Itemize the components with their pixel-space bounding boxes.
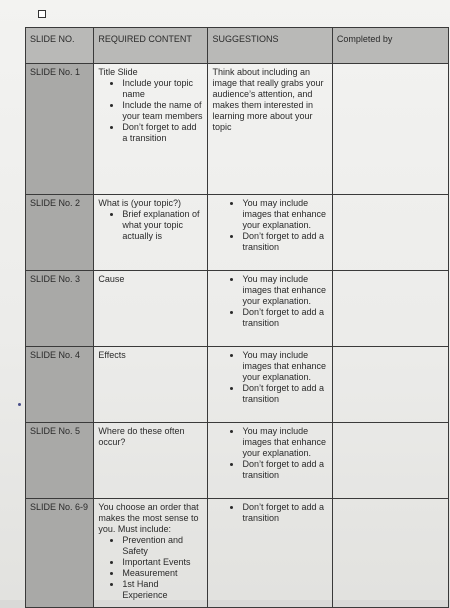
list-item: • You may include images that enhance your explanation. (242, 350, 327, 383)
required-content-text: What is (your topic?) (98, 198, 181, 208)
table-row (26, 195, 449, 271)
list-item: • Important Events (122, 557, 203, 568)
completed-by-cell[interactable] (332, 423, 448, 499)
list-item: • Brief explanation of what your topic actually is (122, 209, 203, 242)
list-item: • Prevention and Safety (122, 535, 203, 557)
suggestion-list (212, 426, 327, 481)
required-content-cell (94, 347, 208, 423)
suggestions-cell (208, 64, 332, 195)
required-content-cell (94, 64, 208, 195)
list-item: • Include your topic name (122, 78, 203, 100)
slide-number-cell: SLIDE No. 1 (26, 64, 94, 195)
required-content-text: You choose an order that makes the most sense to you. Must include: (98, 502, 199, 534)
table-row (26, 64, 449, 195)
slide-number-cell: SLIDE No. 5 (26, 423, 94, 499)
required-content-text: Cause (98, 274, 125, 284)
required-content-text: Title Slide (98, 67, 138, 77)
list-item: • Include the name of your team members (122, 100, 203, 122)
table-row (26, 499, 449, 608)
required-content-cell (94, 499, 208, 608)
list-item: • Don’t forget to add a transition (122, 122, 203, 144)
list-item: • Don’t forget to add a transition (242, 383, 327, 405)
suggestion-list (212, 274, 327, 329)
header-completed-by: Completed by (332, 28, 448, 64)
slide-number-cell: SLIDE No. 3 (26, 271, 94, 347)
required-content-list (98, 209, 203, 242)
slide-plan-table (25, 27, 449, 608)
completed-by-cell[interactable] (332, 347, 448, 423)
completed-by-cell[interactable] (332, 271, 448, 347)
list-item: • Don’t forget to add a transition (242, 231, 327, 253)
list-item: • Don’t forget to add a transition (242, 307, 327, 329)
header-required-content: REQUIRED CONTENT (94, 28, 208, 64)
list-item: • You may include images that enhance your explanation. (242, 198, 327, 231)
list-item: • 1st Hand Experience (122, 579, 203, 601)
completed-by-cell[interactable] (332, 195, 448, 271)
suggestions-cell (208, 271, 332, 347)
list-item: • Don’t forget to add a transition (242, 502, 327, 524)
ink-mark (18, 403, 21, 406)
required-content-text: Effects (98, 350, 126, 360)
list-item: • Don’t forget to add a transition (242, 459, 327, 481)
list-item: • You may include images that enhance your explanation. (242, 274, 327, 307)
completed-by-cell[interactable] (332, 499, 448, 608)
slide-number-cell: SLIDE No. 2 (26, 195, 94, 271)
checkbox-icon (38, 10, 46, 18)
list-item: • You may include images that enhance your explanation. (242, 426, 327, 459)
table-row (26, 271, 449, 347)
table-row (26, 347, 449, 423)
header-suggestions: SUGGESTIONS (208, 28, 332, 64)
slide-number-cell: SLIDE No. 6-9 (26, 499, 94, 608)
completed-by-cell[interactable] (332, 64, 448, 195)
list-item: • Measurement (122, 568, 203, 579)
required-content-cell (94, 271, 208, 347)
required-content-text: Where do these often occur? (98, 426, 185, 447)
suggestions-cell (208, 347, 332, 423)
table-row (26, 423, 449, 499)
suggestion-text: Think about including an image that really grabs your audience’s attention, and makes them interested in learning more about your topic (212, 67, 324, 132)
suggestions-cell (208, 423, 332, 499)
required-content-list (98, 78, 203, 144)
required-content-cell (94, 423, 208, 499)
suggestion-list (212, 502, 327, 524)
header-slide-no: SLIDE NO. (26, 28, 94, 64)
required-content-cell (94, 195, 208, 271)
suggestion-list (212, 350, 327, 405)
suggestion-list (212, 198, 327, 253)
slide-number-cell: SLIDE No. 4 (26, 347, 94, 423)
required-content-list (98, 535, 203, 601)
suggestions-cell (208, 499, 332, 608)
suggestions-cell (208, 195, 332, 271)
table-header-row (26, 28, 449, 64)
